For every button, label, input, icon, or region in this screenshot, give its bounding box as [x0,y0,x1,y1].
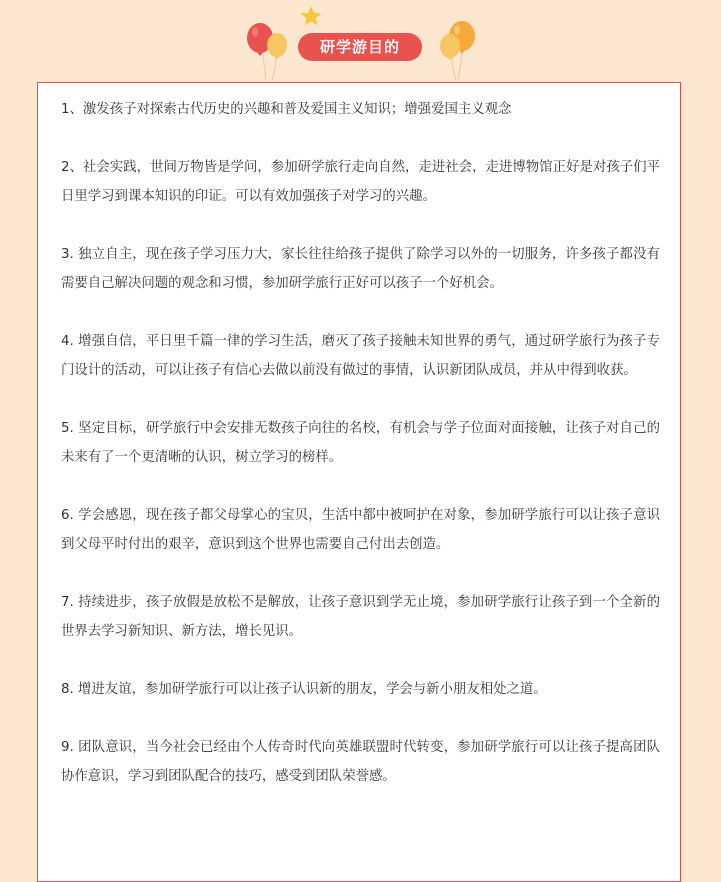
section-title: 研学游目的 [298,33,422,61]
divider [61,124,660,153]
list-item: 3. 独立自主，现在孩子学习压力大，家长往往给孩子提供了除学习以外的一切服务，许多孩子都没有需要自己解决问题的观念和习惯，参加研学旅行正好可以孩子一个好机会。 [61,247,660,291]
divider [61,646,660,675]
star-icon [301,6,322,25]
list-item: 9. 团队意识，当今社会已经由个人传奇时代向英雄联盟时代转变，参加研学旅行可以让孩子提高团队协作意识，学习到团队配合的技巧，感受到团队荣誉感。 [61,740,660,784]
list-item: 1、激发孩子对探索古代历史的兴趣和普及爱国主义知识；增强爱国主义观念 [61,102,512,117]
divider [61,211,660,240]
balloon-icon [267,33,287,59]
list-item: 6. 学会感恩，现在孩子都父母掌心的宝贝，生活中都中被呵护在对象，参加研学旅行可以让孩子意识到父母平时付出的艰辛，意识到这个世界也需要自己付出去创造。 [61,508,660,552]
balloon-icon [440,34,460,60]
divider [61,298,660,327]
divider [61,385,660,414]
divider [61,472,660,501]
divider [61,559,660,588]
list-item: 7. 持续进步，孩子放假是放松不是解放，让孩子意识到学无止境，参加研学旅行让孩子到一个全新的世界去学习新知识、新方法，增长见识。 [61,595,660,639]
list-item: 4. 增强自信，平日里千篇一律的学习生活，磨灭了孩子接触未知世界的勇气，通过研学旅行为孩子专门设计的活动，可以让孩子有信心去做以前没有做过的事情，认识新团队成员，并从中得到收获。 [61,334,660,378]
list-item: 5. 坚定目标，研学旅行中会安排无数孩子向往的名校，有机会与学子位面对面接触，让孩子对自己的未来有了一个更清晰的认识，树立学习的榜样。 [61,421,660,465]
header-banner [0,0,721,82]
content-card [37,82,681,882]
list-item: 8. 增进友谊，参加研学旅行可以让孩子认识新的朋友，学会与新小朋友相处之道。 [61,682,547,697]
list-item: 2、社会实践，世间万物皆是学问，参加研学旅行走向自然，走进社会，走进博物馆正好是对孩子们平日里学习到课本知识的印证。可以有效加强孩子对学习的兴趣。 [61,160,660,204]
divider [61,704,660,733]
